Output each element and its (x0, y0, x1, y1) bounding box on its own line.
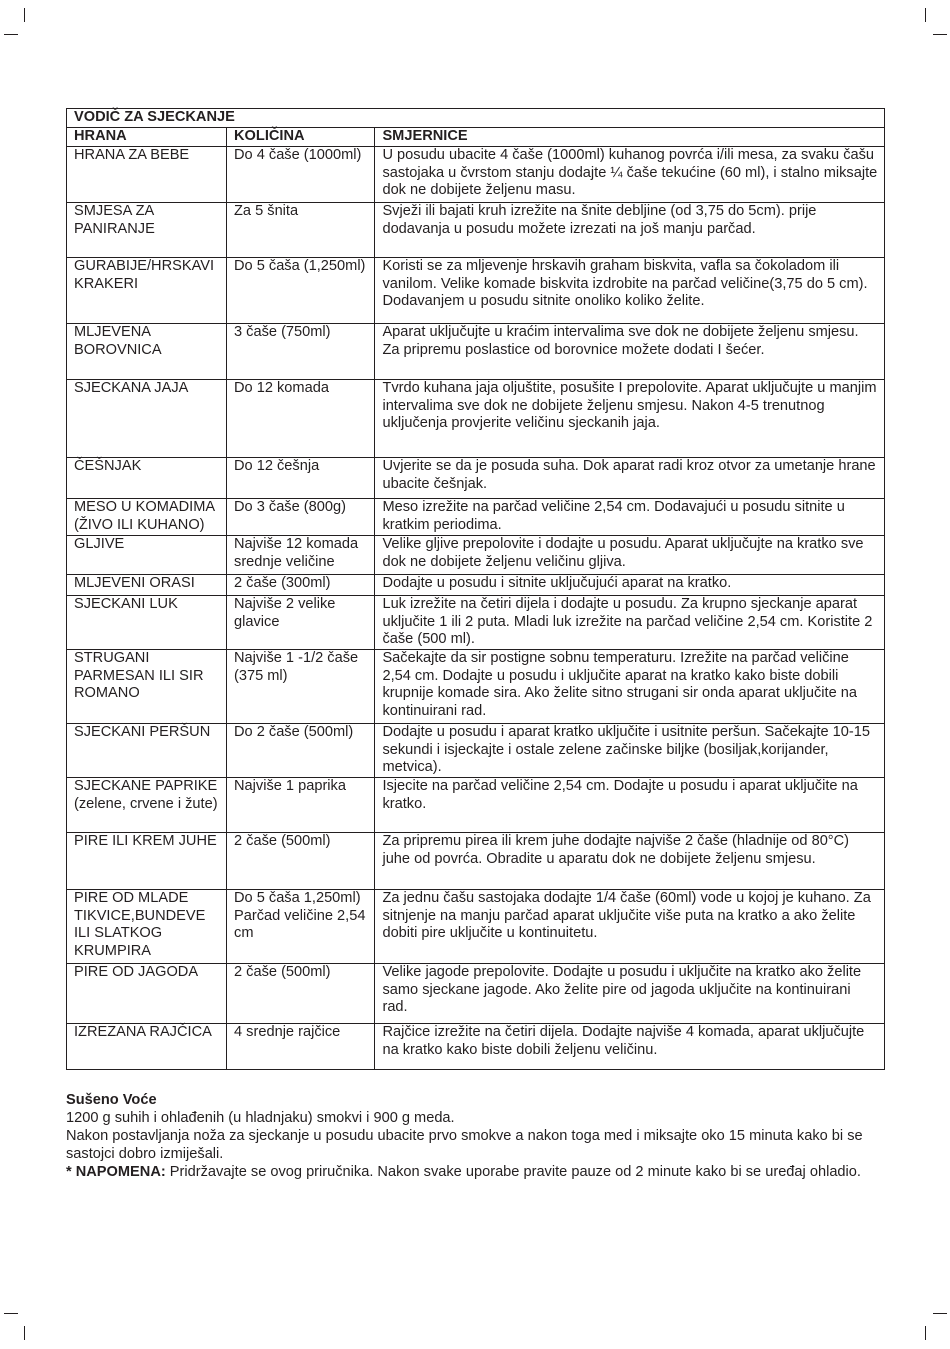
header-guidelines: SMJERNICE (375, 128, 885, 147)
cell-quantity: 2 čaše (300ml) (227, 575, 375, 596)
cell-food: PIRE OD JAGODA (67, 964, 227, 1024)
table-row (67, 778, 885, 833)
table-row (67, 324, 885, 380)
table-row (67, 650, 885, 724)
cell-guidelines: Aparat uključujte u kraćim intervalima sve dok ne dobijete željenu smjesu. Za pripremu poslastice od borovnice možete dodati I šećer. (375, 324, 885, 380)
cell-quantity: 2 čaše (500ml) (227, 964, 375, 1024)
table-title-row (67, 109, 885, 128)
table-row (67, 724, 885, 778)
table-row (67, 833, 885, 890)
cell-guidelines: Za pripremu pirea ili krem juhe dodajte najviše 2 čaše (hladnije od 80°C) juhe od povrća. Obradite u aparatu dok ne dobijete željenu smjesu. (375, 833, 885, 890)
crop-mark-top-right-vertical (925, 8, 926, 22)
cell-food: SMJESA ZA PANIRANJE (67, 203, 227, 258)
cell-guidelines: Rajčice izrežite na četiri dijela. Dodajte najviše 4 komada, aparat uključujte na kratko kako biste dobili željenu veličinu. (375, 1024, 885, 1070)
table-body (67, 147, 885, 1070)
cell-food: GLJIVE (67, 536, 227, 575)
cell-quantity: 4 srednje rajčice (227, 1024, 375, 1070)
cell-guidelines: Svježi ili bajati kruh izrežite na šnite debljine (od 3,75 do 5cm). prije dodavanja u posudu možete izrezati na još manju parčad. (375, 203, 885, 258)
cell-food: ČEŠNJAK (67, 458, 227, 499)
cell-food: MESO U KOMADIMA (ŽIVO ILI KUHANO) (67, 499, 227, 536)
cell-quantity: Najviše 1 paprika (227, 778, 375, 833)
table-title: VODIČ ZA SJECKANJE (67, 109, 885, 128)
cell-guidelines: Isjecite na parčad veličine 2,54 cm. Dodajte u posudu i aparat uključite na kratko. (375, 778, 885, 833)
cell-guidelines: Meso izrežite na parčad veličine 2,54 cm. Dodavajući u posudu sitnite u kratkim periodima. (375, 499, 885, 536)
cell-food: PIRE OD MLADE TIKVICE,BUNDEVE ILI SLATKOG KRUMPIRA (67, 890, 227, 964)
cell-guidelines: Dodajte u posudu i aparat kratko uključite i usitnite peršun. Sačekajte 10-15 sekundi i isjeckajte i ostale zelene začinske biljke (bosiljak,korijander, metvica). (375, 724, 885, 778)
table-row (67, 380, 885, 458)
cell-quantity: 2 čaše (500ml) (227, 833, 375, 890)
cell-quantity: Za 5 šnita (227, 203, 375, 258)
cell-quantity: Do 4 čaše (1000ml) (227, 147, 375, 203)
table-row (67, 964, 885, 1024)
crop-mark-bottom-right-horizontal (933, 1313, 947, 1314)
cell-guidelines: U posudu ubacite 4 čaše (1000ml) kuhanog povrća i/ili mesa, za svaku čašu sastojaka u čvrstom stanju dodajte ¼ čaše tekućine (60 ml), i stalno miksajte dok ne dobijete željenu masu. (375, 147, 885, 203)
crop-mark-bottom-right-vertical (925, 1326, 926, 1340)
table-row (67, 147, 885, 203)
cell-food: IZREZANA RAJČICA (67, 1024, 227, 1070)
table-header-row (67, 128, 885, 147)
cell-guidelines: Sačekajte da sir postigne sobnu temperaturu. Izrežite na parčad veličine 2,54 cm. Dodajte u posudu i uključite aparat na kratko kako biste dobili krupnije komade sira. Ako želite sitno strugani sir onda aparat uključite na kontinuirani rad. (375, 650, 885, 724)
cell-guidelines: Velike gljive prepolovite i dodajte u posudu. Aparat uključujte na kratko sve dok ne dobijete željenu veličinu gljiva. (375, 536, 885, 575)
cell-quantity: Najviše 2 velike glavice (227, 596, 375, 650)
cell-quantity: Do 5 čaša (1,250ml) (227, 258, 375, 324)
cell-food: HRANA ZA BEBE (67, 147, 227, 203)
header-quantity: KOLIČINA (227, 128, 375, 147)
notes-warning (66, 1163, 866, 1181)
cell-guidelines: Velike jagode prepolovite. Dodajte u posudu i uključite na kratko ako želite samo sjeckane jagode. Ako želite pire od jagoda uključite na kontinuirani rad. (375, 964, 885, 1024)
table-row (67, 596, 885, 650)
note-text: Pridržavajte se ovog priručnika. Nakon svake uporabe pravite pauze od 2 minute kako bi se uređaj ohladio. (165, 1164, 861, 1180)
cell-food: MLJEVENA BOROVNICA (67, 324, 227, 380)
table-row (67, 499, 885, 536)
crop-mark-top-right-horizontal (933, 34, 947, 35)
cell-food: SJECKANI PERŠUN (67, 724, 227, 778)
notes-heading: Sušeno Voće (66, 1092, 157, 1108)
cell-guidelines: Uvjerite se da je posuda suha. Dok aparat radi kroz otvor za umetanje hrane ubacite češnjak. (375, 458, 885, 499)
cell-guidelines: Za jednu čašu sastojaka dodajte 1/4 čaše (60ml) vode u kojoj je kuhano. Za sitnjenje na manju parčad aparat uključite više puta na kratko a ako želite dobiti pire uključite u kontinuitetu. (375, 890, 885, 964)
cell-quantity: Najviše 1 -1/2 čaše (375 ml) (227, 650, 375, 724)
table-row (67, 203, 885, 258)
crop-mark-bottom-left-horizontal (4, 1313, 18, 1314)
cell-quantity: Do 2 čaše (500ml) (227, 724, 375, 778)
cell-quantity: Najviše 12 komada srednje veličine (227, 536, 375, 575)
table-row (67, 536, 885, 575)
cell-food: STRUGANI PARMESAN ILI SIR ROMANO (67, 650, 227, 724)
table-row (67, 575, 885, 596)
cell-quantity: Do 5 čaša 1,250ml) Parčad veličine 2,54 cm (227, 890, 375, 964)
crop-mark-top-left-vertical (24, 8, 25, 22)
header-food: HRANA (67, 128, 227, 147)
notes-instructions: Nakon postavljanja noža za sjeckanje u posudu ubacite prvo smokve a nakon toga med i miksajte oko 15 minuta kako bi se sastojci dobro izmiješali. (66, 1128, 863, 1162)
crop-mark-bottom-left-vertical (24, 1326, 25, 1340)
chopping-guide-table (66, 108, 885, 1070)
table-row (67, 458, 885, 499)
cell-food: SJECKANE PAPRIKE (zelene, crvene i žute) (67, 778, 227, 833)
notes-ingredients: 1200 g suhih i ohlađenih (u hladnjaku) smokvi i 900 g meda. (66, 1110, 455, 1126)
cell-guidelines: Tvrdo kuhana jaja oljuštite, posušite I prepolovite. Aparat uključujte u manjim intervalima sve dok ne dobijete željenu smjesu. Nakon 4-5 trenutnog uključenja provjerite veličinu sjeckanih jaja. (375, 380, 885, 458)
cell-food: SJECKANI LUK (67, 596, 227, 650)
table-row (67, 890, 885, 964)
cell-quantity: Do 12 komada (227, 380, 375, 458)
cell-food: MLJEVENI ORASI (67, 575, 227, 596)
cell-guidelines: Luk izrežite na četiri dijela i dodajte u posudu. Za krupno sjeckanje aparat uključite 1 ili 2 puta. Mladi luk izrežite na parčad veličine 2,54 cm. Koristite 2 čaše (500 ml). (375, 596, 885, 650)
table-row (67, 1024, 885, 1070)
crop-mark-top-left-horizontal (4, 34, 18, 35)
cell-quantity: 3 čaše (750ml) (227, 324, 375, 380)
cell-guidelines: Dodajte u posudu i sitnite uključujući aparat na kratko. (375, 575, 885, 596)
dried-fruit-notes (66, 1091, 866, 1181)
cell-food: SJECKANA JAJA (67, 380, 227, 458)
cell-food: PIRE ILI KREM JUHE (67, 833, 227, 890)
cell-guidelines: Koristi se za mljevenje hrskavih graham biskvita, vafla sa čokoladom ili vanilom. Velike komade biskvita izdrobite na parčad veličine(3,75 do 5 cm). Dodavanjem u posudu sitnite onoliko koliko želite. (375, 258, 885, 324)
table-row (67, 258, 885, 324)
cell-quantity: Do 12 češnja (227, 458, 375, 499)
note-label: * NAPOMENA: (66, 1164, 166, 1180)
cell-quantity: Do 3 čaše (800g) (227, 499, 375, 536)
cell-food: GURABIJE/HRSKAVI KRAKERI (67, 258, 227, 324)
